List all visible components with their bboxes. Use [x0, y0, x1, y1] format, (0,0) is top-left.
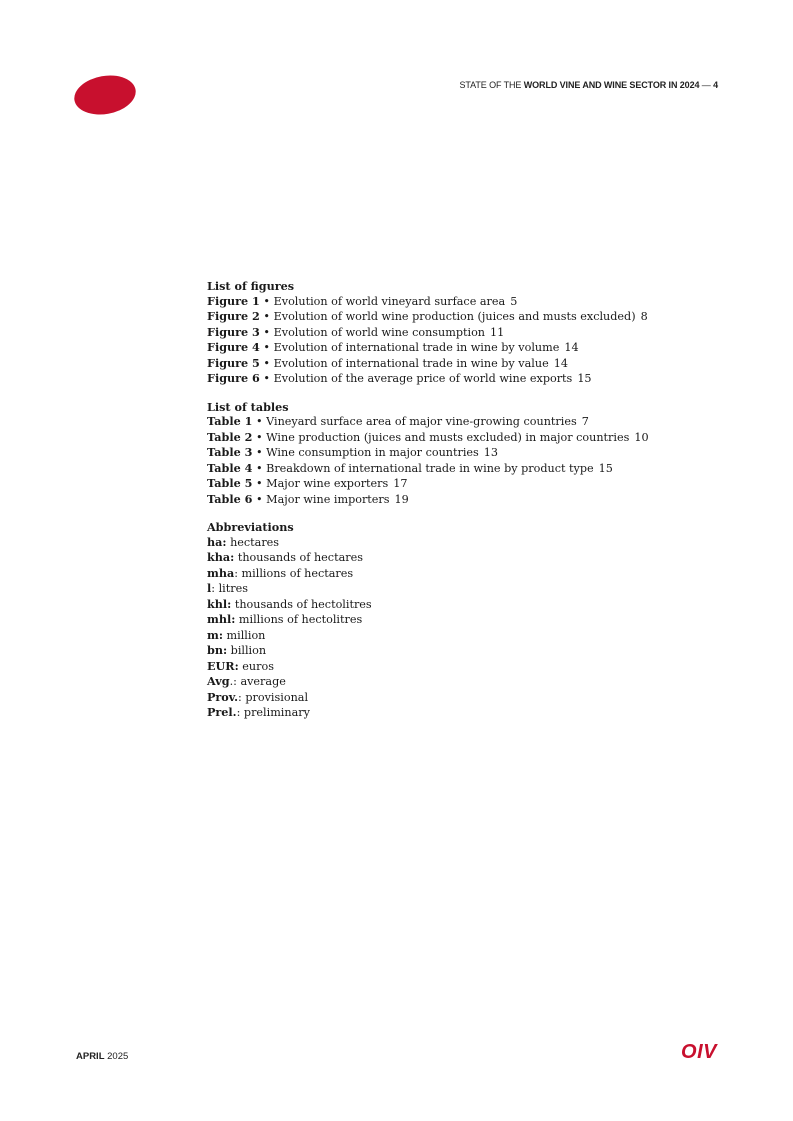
- abbreviation-definition: : preliminary: [236, 706, 310, 719]
- entry-page-number: 7: [581, 415, 589, 428]
- entry-title: Evolution of world wine production (juices and musts excluded): [273, 310, 636, 323]
- entry-page-number: 8: [640, 310, 648, 323]
- entry-title: Wine consumption in major countries: [266, 446, 479, 459]
- entry-bullet: •: [263, 294, 271, 308]
- entry-bullet: •: [263, 325, 271, 339]
- entry-label: Figure 6: [207, 371, 260, 385]
- abbreviation-term: Avg: [207, 674, 230, 688]
- abbreviation-entry: [207, 550, 707, 566]
- footer-date: [76, 1051, 128, 1062]
- entry-bullet: •: [263, 372, 271, 385]
- oiv-logo: OIV: [681, 1041, 717, 1063]
- entry-label: Figure 4: [207, 340, 260, 354]
- figures-list: [207, 294, 707, 387]
- figure-entry: [207, 309, 707, 325]
- abbreviation-entry: [207, 612, 707, 628]
- abbreviation-definition: thousands of hectares: [237, 551, 363, 564]
- abbreviation-term: khl:: [207, 596, 232, 611]
- abbreviation-term: EUR:: [207, 658, 239, 673]
- document-body: [207, 279, 707, 734]
- entry-bullet: •: [263, 341, 271, 354]
- figure-entry: [207, 340, 707, 356]
- entry-label: Table 6: [207, 491, 253, 506]
- abbreviation-definition: hectares: [230, 535, 280, 549]
- entry-page-number: 15: [598, 461, 613, 475]
- entry-page-number: 13: [483, 446, 499, 459]
- abbreviation-definition: euros: [242, 659, 274, 673]
- footer-year: 2025: [107, 1051, 129, 1062]
- table-entry: [207, 461, 707, 477]
- oiv-logo-blob: [73, 74, 137, 116]
- list-of-tables: [207, 400, 707, 508]
- abbreviation-definition: : millions of hectares: [234, 566, 354, 580]
- abbreviation-term: Prov.: [207, 689, 239, 704]
- page-number: 4: [713, 80, 718, 90]
- abbreviation-definition: .: average: [229, 675, 286, 688]
- entry-page-number: 5: [510, 294, 518, 308]
- entry-label: Figure 3: [207, 324, 260, 339]
- abbreviation-entry: [207, 566, 707, 582]
- entry-label: Figure 1: [207, 293, 260, 308]
- abbreviation-term: mhl:: [207, 612, 236, 626]
- list-of-figures-title: List of figures: [207, 279, 295, 293]
- entry-bullet: •: [255, 415, 263, 428]
- entry-title: Breakdown of international trade in wine by product type: [266, 461, 594, 475]
- abbreviation-definition: billion: [230, 644, 267, 657]
- entry-title: Wine production (juices and musts excluded) in major countries: [266, 430, 630, 444]
- abbreviation-entry: [207, 597, 707, 613]
- entry-label: Figure 5: [207, 355, 260, 370]
- entry-page-number: 10: [634, 430, 649, 444]
- abbreviation-term: mha: [207, 565, 235, 580]
- tables-list: [207, 414, 707, 507]
- abbreviation-entry: [207, 535, 707, 551]
- table-entry: [207, 414, 707, 430]
- abbreviations-section: [207, 520, 707, 721]
- table-entry: [207, 430, 707, 446]
- entry-page-number: 15: [577, 372, 592, 385]
- abbreviation-entry: [207, 628, 707, 644]
- entry-title: Evolution of world vineyard surface area: [273, 294, 506, 308]
- abbreviations-title: Abbreviations: [207, 520, 294, 534]
- entry-label: Table 2: [207, 429, 253, 444]
- abbreviation-entry: [207, 643, 707, 659]
- abbreviation-definition: millions of hectolitres: [238, 613, 363, 626]
- entry-page-number: 19: [394, 492, 409, 506]
- entry-bullet: •: [255, 461, 263, 475]
- entry-label: Figure 2: [207, 309, 260, 323]
- abbreviation-definition: million: [226, 628, 266, 642]
- table-entry: [207, 445, 707, 461]
- header-separator: —: [701, 80, 711, 90]
- abbreviation-term: kha:: [207, 550, 235, 564]
- entry-bullet: •: [255, 446, 263, 459]
- abbreviation-term: bn:: [207, 643, 228, 657]
- entry-label: Table 5: [207, 476, 253, 490]
- abbreviation-entry: [207, 581, 707, 597]
- list-of-tables-title: List of tables: [207, 399, 289, 414]
- entry-bullet: •: [255, 430, 263, 444]
- page-header: [460, 80, 718, 90]
- abbreviation-term: m:: [207, 627, 223, 642]
- list-of-figures: [207, 279, 707, 387]
- entry-label: Table 3: [207, 445, 253, 459]
- entry-label: Table 4: [207, 460, 253, 475]
- entry-title: Vineyard surface area of major vine-growing countries: [266, 415, 577, 428]
- entry-title: Evolution of world wine consumption: [273, 325, 486, 339]
- entry-bullet: •: [263, 356, 271, 370]
- entry-page-number: 14: [564, 341, 579, 354]
- abbreviation-term: l: [207, 581, 212, 595]
- figure-entry: [207, 371, 707, 387]
- entry-bullet: •: [263, 310, 271, 323]
- entry-page-number: 17: [393, 477, 408, 490]
- header-prefix: STATE OF THE: [459, 80, 522, 90]
- entry-bullet: •: [255, 477, 263, 490]
- table-entry: [207, 492, 707, 508]
- figure-entry: [207, 356, 707, 372]
- abbreviation-definition: thousands of hectolitres: [234, 597, 372, 611]
- entry-title: Evolution of the average price of world wine exports: [273, 372, 573, 385]
- entry-label: Table 1: [207, 414, 253, 428]
- header-title: WORLD VINE AND WINE SECTOR IN 2024: [523, 80, 700, 90]
- figure-entry: [207, 294, 707, 310]
- entry-title: Major wine exporters: [266, 477, 389, 490]
- abbreviation-term: ha:: [207, 534, 227, 549]
- abbreviations-list: [207, 535, 707, 721]
- abbreviation-term: Prel.: [207, 705, 237, 719]
- entry-title: Major wine importers: [266, 492, 390, 506]
- abbreviation-definition: : litres: [211, 582, 248, 595]
- entry-title: Evolution of international trade in wine by volume: [273, 341, 560, 354]
- entry-page-number: 14: [553, 356, 568, 370]
- abbreviation-definition: : provisional: [238, 690, 309, 704]
- abbreviation-entry: [207, 705, 707, 721]
- table-entry: [207, 476, 707, 492]
- footer-month: APRIL: [76, 1051, 105, 1062]
- abbreviation-entry: [207, 690, 707, 706]
- entry-bullet: •: [255, 492, 263, 506]
- entry-title: Evolution of international trade in wine by value: [273, 356, 549, 370]
- figure-entry: [207, 325, 707, 341]
- entry-page-number: 11: [490, 325, 505, 339]
- abbreviation-entry: [207, 659, 707, 675]
- abbreviation-entry: [207, 674, 707, 690]
